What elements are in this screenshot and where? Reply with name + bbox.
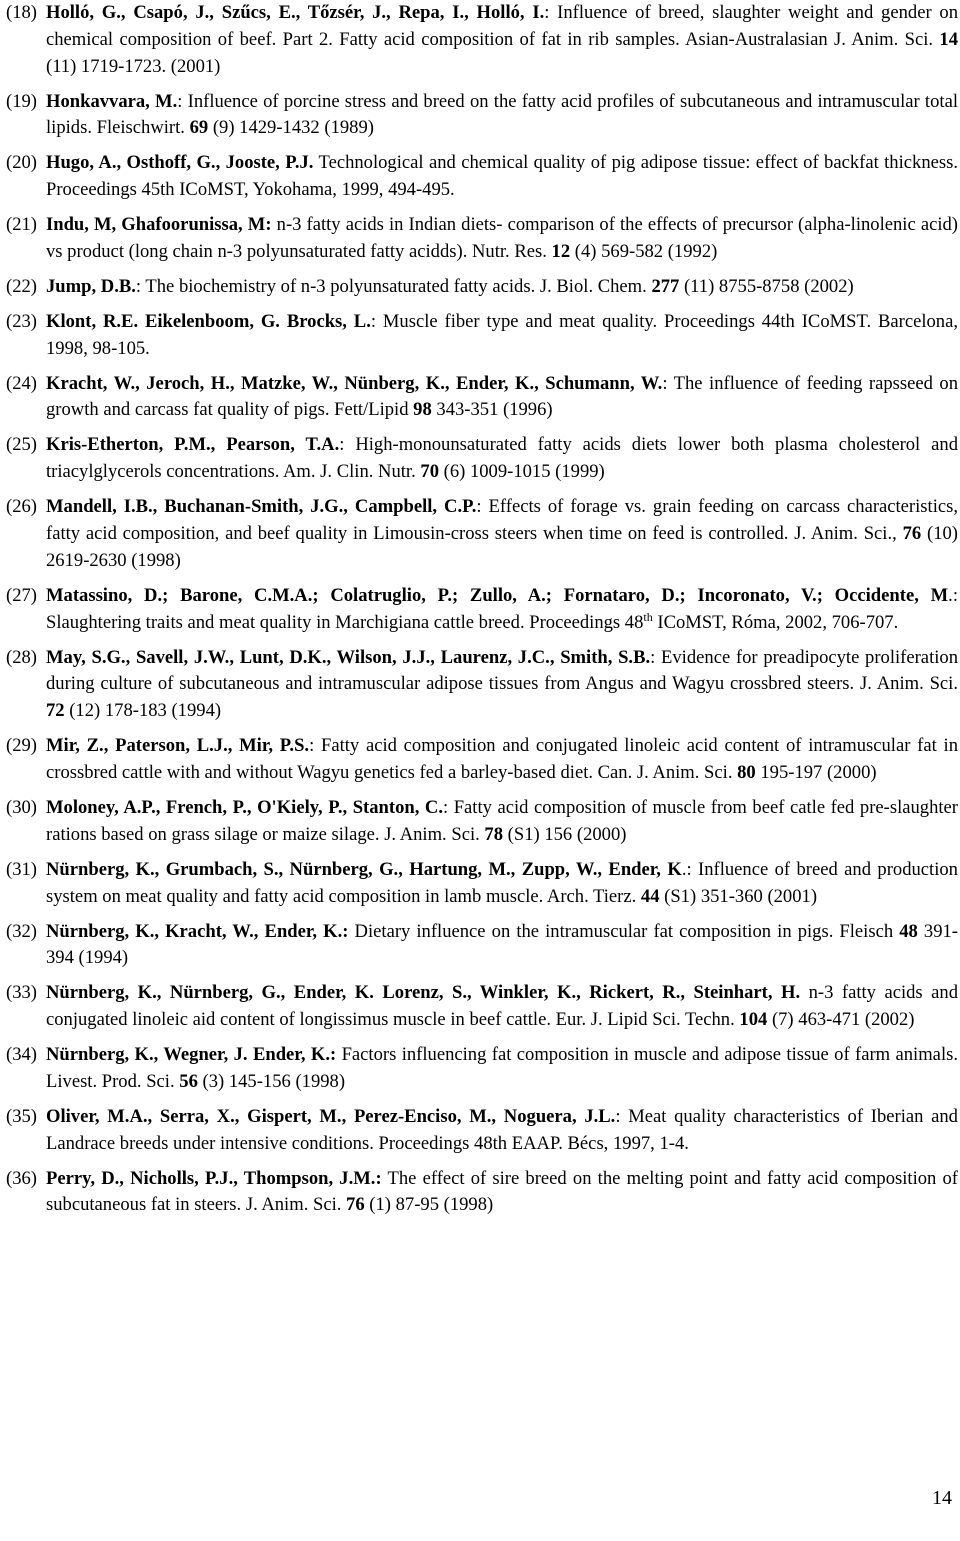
- reference-text: [46, 274, 958, 301]
- reference-authors: Indu, M, Ghafoorunissa, M:: [46, 214, 272, 236]
- reference-number: (32): [6, 920, 37, 942]
- reference-pages: (6) 1009-1015 (1999): [438, 461, 605, 483]
- reference-item: [6, 212, 958, 266]
- reference-number: (18): [6, 2, 37, 23]
- reference-volume: 70: [420, 461, 439, 483]
- reference-number: (33): [6, 982, 37, 1004]
- reference-item: [6, 1104, 958, 1158]
- reference-pages: (11) 8755-8758 (2002): [679, 275, 854, 297]
- reference-item: [6, 583, 958, 637]
- reference-volume: 277: [651, 275, 680, 297]
- reference-number: (21): [6, 214, 37, 236]
- reference-title: n-3 fatty acids in Indian diets- comparison of the effects of precursor (alpha-linolenic acid) vs product (long chain n-3 polyunsaturated fatty acidds). Nutr. Res.: [46, 214, 958, 262]
- reference-number: (36): [6, 1167, 37, 1189]
- reference-authors: Hugo, A., Osthoff, G., Jooste, P.J.: [46, 152, 314, 174]
- reference-number: (24): [6, 372, 37, 394]
- reference-text: [46, 583, 958, 637]
- reference-title: : Meat quality characteristics of Iberian and Landrace breeds under intensive conditions. Proceedings 48th EAAP. Bécs, 1997, 1-4.: [46, 1105, 958, 1154]
- reference-title: Technological and chemical quality of pig adipose tissue: effect of backfat thickness. Proceedings 45th ICoMST, Yokohama, 1999, 494-495.: [46, 152, 958, 201]
- reference-authors: Moloney, A.P., French, P., O'Kiely, P., Stanton, C.: [46, 796, 443, 818]
- reference-authors: May, S.G., Savell, J.W., Lunt, D.K., Wilson, J.J., Laurenz, J.C., Smith, S.B.: [46, 646, 651, 668]
- reference-pages: (S1) 156 (2000): [503, 823, 627, 845]
- reference-authors: Mir, Z., Paterson, L.J., Mir, P.S.: [46, 735, 310, 757]
- reference-pages: 343-351 (1996): [431, 399, 553, 421]
- reference-item: [6, 371, 958, 425]
- reference-title: : High-monounsaturated fatty acids diets lower both plasma cholesterol and triacylglycerols concentrations. Am. J. Clin. Nutr.: [46, 434, 958, 483]
- reference-item: [6, 309, 958, 363]
- reference-number: (28): [6, 646, 37, 668]
- reference-pages: (S1) 351-360 (2001): [659, 885, 818, 907]
- reference-text: [46, 645, 958, 725]
- reference-text: [46, 1104, 958, 1158]
- reference-volume: 44: [640, 885, 660, 907]
- page-number: 14: [932, 1487, 952, 1509]
- reference-number: (23): [6, 310, 37, 332]
- reference-volume: 14: [939, 28, 958, 50]
- reference-list: [6, 0, 958, 1227]
- reference-number: (35): [6, 1105, 37, 1127]
- reference-authors: Kris-Etherton, P.M., Pearson, T.A.: [46, 434, 340, 456]
- reference-item: [6, 857, 958, 911]
- reference-title: : The influence of feeding rapsseed on growth and carcass fat quality of pigs. Fett/Lipid: [46, 372, 958, 421]
- reference-pages: 195-197 (2000): [755, 761, 877, 783]
- reference-authors: Nürnberg, K., Wegner, J. Ender, K.:: [46, 1044, 337, 1066]
- reference-title: Dietary influence on the intramuscular fat composition in pigs. Fleisch: [348, 920, 900, 942]
- reference-item: [6, 494, 958, 574]
- reference-text: [46, 1042, 958, 1096]
- reference-title: Factors influencing fat composition in muscle and adipose tissue of farm animals. Livest. Prod. Sci.: [46, 1044, 958, 1092]
- reference-title: : Evidence for preadipocyte proliferation during culture of subcutaneous and intramuscular adipose tissues from Angus and Wagyu crossbred steers. J. Anim. Sci.: [46, 646, 958, 695]
- reference-item: [6, 1042, 958, 1096]
- reference-title: : The biochemistry of n-3 polyunsaturated fatty acids. J. Biol. Chem.: [135, 275, 652, 297]
- reference-pages: (9) 1429-1432 (1989): [208, 117, 374, 139]
- reference-text: [46, 795, 958, 849]
- reference-volume: 98: [413, 399, 432, 421]
- reference-number: (22): [6, 275, 37, 297]
- reference-authors: Perry, D., Nicholls, P.J., Thompson, J.M.:: [46, 1167, 382, 1189]
- reference-title: : Effects of forage vs. grain feeding on carcass characteristics, fatty acid composition, and beef quality in Limousin-cross steers when time on feed is controlled. J. Anim. Sci.,: [46, 496, 958, 545]
- reference-authors: Jump, D.B.: [46, 275, 136, 297]
- reference-authors: Kracht, W., Jeroch, H., Matzke, W., Nünberg, K., Ender, K., Schumann, W.: [46, 372, 663, 394]
- reference-text: [46, 980, 958, 1034]
- reference-volume: 78: [484, 823, 504, 845]
- reference-text: [46, 1166, 958, 1220]
- reference-pages: (1) 87-95 (1998): [364, 1194, 494, 1216]
- reference-volume: 56: [179, 1070, 198, 1092]
- reference-text: [46, 371, 958, 425]
- reference-text: [46, 150, 958, 204]
- reference-authors: Nürnberg, K., Grumbach, S., Nürnberg, G., Hartung, M., Zupp, W., Ender, K: [46, 858, 682, 880]
- reference-pages: (4) 569-582 (1992): [570, 240, 718, 262]
- reference-pages: (12) 178-183 (1994): [64, 700, 222, 722]
- reference-item: [6, 1166, 958, 1220]
- reference-authors: Oliver, M.A., Serra, X., Gispert, M., Perez-Enciso, M., Noguera, J.L.: [46, 1105, 616, 1127]
- reference-item: [6, 150, 958, 204]
- reference-authors: Nürnberg, K., Kracht, W., Ender, K.:: [46, 920, 349, 942]
- reference-text: [46, 309, 958, 363]
- reference-item: [6, 0, 958, 80]
- reference-authors: Honkavvara, M.: [46, 90, 178, 112]
- reference-title: : Fatty acid composition and conjugated linoleic acid content of intramuscular fat in crossbred cattle with and without Wagyu genetics fed a barley-based diet. Can. J. Anim. Sci.: [46, 735, 958, 783]
- reference-item: [6, 980, 958, 1034]
- reference-text: [46, 432, 958, 486]
- reference-volume: 76: [902, 523, 922, 545]
- reference-text: [46, 857, 958, 911]
- reference-number: (34): [6, 1044, 37, 1066]
- reference-item: [6, 919, 958, 973]
- reference-number: (29): [6, 735, 37, 757]
- reference-volume: 80: [737, 761, 756, 783]
- reference-title: n-3 fatty acids and conjugated linoleic aid content of longissimus muscle in beef cattle. Eur. J. Lipid Sci. Techn.: [46, 982, 958, 1031]
- reference-item: [6, 645, 958, 725]
- reference-item: [6, 432, 958, 486]
- reference-text: [46, 89, 958, 143]
- reference-pages: (3) 145-156 (1998): [197, 1070, 346, 1092]
- reference-authors: Matassino, D.; Barone, C.M.A.; Colatruglio, P.; Zullo, A.; Fornataro, D.; Incoronato, V.; Occidente, M: [46, 584, 949, 606]
- reference-volume: 104: [739, 1009, 768, 1031]
- reference-title: The effect of sire breed on the melting point and fatty acid composition of subcutaneous fat in steers. J. Anim. Sci.: [46, 1167, 958, 1216]
- reference-number: (19): [6, 90, 37, 112]
- superscript: th: [643, 609, 653, 624]
- reference-pages: (11) 1719-1723. (2001): [46, 55, 221, 77]
- reference-pages: 391-394 (1994): [46, 920, 958, 969]
- reference-text: [46, 494, 958, 574]
- reference-authors: Holló, G., Csapó, J., Szűcs, E., Tőzsér, J., Repa, I., Holló, I.: [46, 2, 545, 23]
- reference-volume: 12: [551, 240, 571, 262]
- reference-title: .: Influence of breed and production system on meat quality and fatty acid composition in lamb muscle. Arch. Tierz.: [46, 858, 958, 907]
- reference-pages: (7) 463-471 (2002): [767, 1009, 915, 1031]
- reference-authors: Klont, R.E. Eikelenboom, G. Brocks, L.: [46, 310, 371, 332]
- reference-title: .: Slaughtering traits and meat quality in Marchigiana cattle breed. Proceedings 48: [46, 584, 958, 633]
- reference-text: [46, 0, 958, 80]
- reference-number: (20): [6, 152, 37, 174]
- reference-title: : Influence of porcine stress and breed on the fatty acid profiles of subcutaneous and intramuscular total lipids. Fleischwirt.: [46, 90, 958, 139]
- reference-number: (25): [6, 434, 37, 456]
- reference-item: [6, 795, 958, 849]
- reference-text: [46, 733, 958, 787]
- reference-authors: Nürnberg, K., Nürnberg, G., Ender, K. Lorenz, S., Winkler, K., Rickert, R., Steinhart, H.: [46, 982, 801, 1004]
- reference-volume: 76: [346, 1194, 365, 1216]
- reference-number: (26): [6, 496, 37, 518]
- reference-number: (30): [6, 796, 37, 818]
- reference-number: (31): [6, 858, 37, 880]
- reference-title: : Fatty acid composition of muscle from beef catle fed pre-slaughter rations based on grass silage or maize silage. J. Anim. Sci.: [46, 796, 958, 845]
- reference-title-cont: ICoMST, Róma, 2002, 706-707.: [652, 611, 899, 633]
- reference-item: [6, 733, 958, 787]
- reference-volume: 72: [46, 700, 65, 722]
- reference-authors: Mandell, I.B., Buchanan-Smith, J.G., Campbell, C.P.: [46, 496, 477, 518]
- reference-text: [46, 919, 958, 973]
- reference-item: [6, 89, 958, 143]
- reference-volume: 69: [189, 117, 209, 139]
- reference-title: : Muscle fiber type and meat quality. Proceedings 44th ICoMST. Barcelona, 1998, 98-105.: [46, 310, 959, 359]
- reference-volume: 48: [899, 920, 918, 942]
- reference-text: [46, 212, 958, 266]
- reference-pages: (10) 2619-2630 (1998): [46, 523, 958, 571]
- reference-title: : Influence of breed, slaughter weight and gender on chemical composition of beef. Part 2. Fatty acid composition of fat in rib samples. Asian-Australasian J. Anim. Sci.: [46, 2, 958, 50]
- reference-item: [6, 274, 958, 301]
- reference-number: (27): [6, 584, 37, 606]
